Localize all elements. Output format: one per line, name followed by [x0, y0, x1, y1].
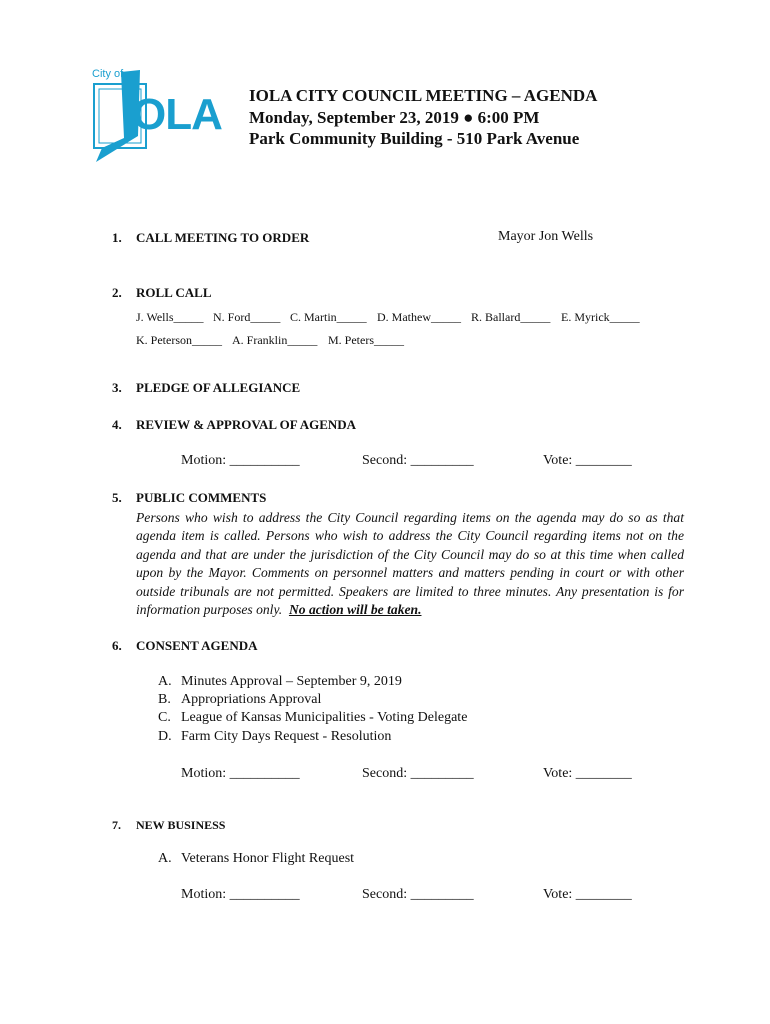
public-comments-text	[136, 509, 684, 619]
vote-field: Vote: ________	[543, 453, 632, 468]
second-field: Second: _________	[362, 453, 474, 468]
roll-member: K. Peterson_____	[136, 333, 222, 347]
motion-field: Motion: __________	[181, 887, 300, 902]
list-item-letter: A.	[158, 851, 172, 866]
item-number: 6.	[112, 638, 122, 653]
item-number: 3.	[112, 380, 122, 395]
vote-field: Vote: ________	[543, 766, 632, 781]
roll-member: M. Peters_____	[328, 333, 404, 347]
list-item-letter: D.	[158, 729, 172, 744]
list-item: League of Kansas Municipalities - Voting Delegate	[181, 710, 468, 725]
roll-member: C. Martin_____	[290, 310, 367, 324]
item-heading-review: REVIEW & APPROVAL OF AGENDA	[136, 417, 357, 432]
logo-city-of: City of	[92, 68, 124, 80]
second-field: Second: _________	[362, 766, 474, 781]
list-item: Appropriations Approval	[181, 692, 322, 707]
item-heading-pledge: PLEDGE OF ALLEGIANCE	[136, 380, 301, 395]
vote-field: Vote: ________	[543, 887, 632, 902]
no-action-note: No action will be taken.	[288, 602, 422, 618]
public-comments-body: Persons who wish to address the City Council regarding items on the agenda may do so as that agenda item is called. Persons who wish to address the City Council regarding items not on the agenda and that are under the jurisdiction of the City Council may do so at this time when called upon by the Mayor. Comments on personnel matters and matters pending in court or with other outside tribunals are not permitted. Speakers are limited to three minutes. Any presentation is for information purposes only.	[136, 510, 684, 618]
item-number: 7.	[112, 818, 121, 832]
item-number: 5.	[112, 490, 122, 505]
list-item: Veterans Honor Flight Request	[181, 851, 355, 866]
item-heading-public: PUBLIC COMMENTS	[136, 490, 267, 505]
item-number: 2.	[112, 285, 122, 300]
roll-member: J. Wells_____	[136, 310, 204, 324]
roll-member: N. Ford_____	[213, 310, 281, 324]
item-heading-roll: ROLL CALL	[136, 285, 212, 300]
city-logo	[88, 68, 230, 168]
logo-name: OLA	[132, 90, 222, 139]
motion-field: Motion: __________	[181, 453, 300, 468]
item-heading-newbiz: NEW BUSINESS	[136, 818, 226, 832]
roll-member: E. Myrick_____	[561, 310, 640, 324]
list-item-letter: C.	[158, 710, 171, 725]
list-item: Minutes Approval – September 9, 2019	[181, 674, 402, 689]
item-heading-consent: CONSENT AGENDA	[136, 638, 258, 653]
item-number: 4.	[112, 417, 122, 432]
roll-member: R. Ballard_____	[471, 310, 551, 324]
page-title: IOLA CITY COUNCIL MEETING – AGENDA	[249, 86, 598, 105]
list-item-letter: B.	[158, 692, 171, 707]
list-item: Farm City Days Request - Resolution	[181, 729, 392, 744]
list-item-letter: A.	[158, 674, 172, 689]
meeting-date: Monday, September 23, 2019 ● 6:00 PM	[249, 108, 540, 127]
motion-field: Motion: __________	[181, 766, 300, 781]
roll-member: D. Mathew_____	[377, 310, 461, 324]
second-field: Second: _________	[362, 887, 474, 902]
presenter: Mayor Jon Wells	[498, 229, 594, 244]
item-number: 1.	[112, 230, 122, 245]
item-heading-call: CALL MEETING TO ORDER	[136, 230, 310, 245]
meeting-location: Park Community Building - 510 Park Avenue	[249, 129, 580, 148]
roll-member: A. Franklin_____	[232, 333, 318, 347]
